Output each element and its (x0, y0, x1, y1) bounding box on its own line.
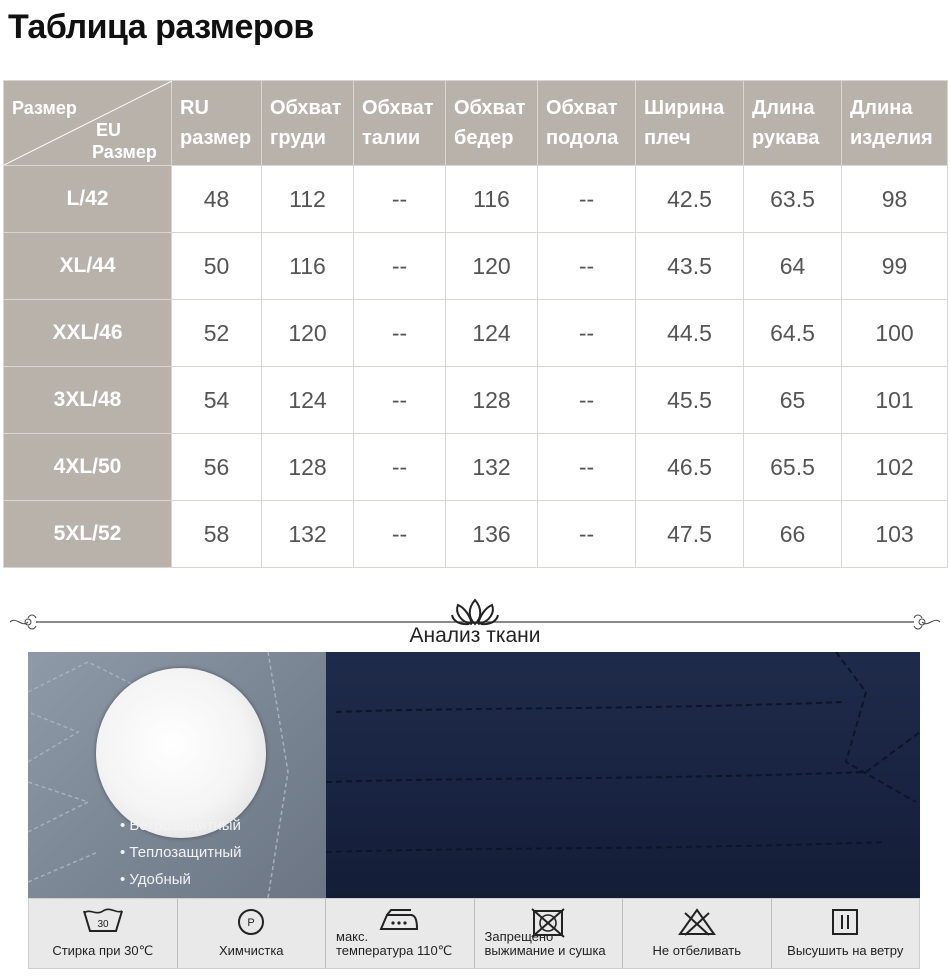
dry-clean-icon (236, 907, 266, 937)
eu-size-cell: XL/44 (4, 233, 172, 300)
table-cell: 136 (446, 501, 538, 568)
table-cell: 99 (842, 233, 948, 300)
header-hips: Обхват бедер (446, 81, 538, 166)
feature-item: • Удобный (120, 866, 242, 893)
table-cell: 98 (842, 166, 948, 233)
table-cell: 65.5 (744, 434, 842, 501)
table-cell: 132 (446, 434, 538, 501)
fabric-navy-panel (326, 652, 920, 898)
header-hem: Обхват подола (538, 81, 636, 166)
table-cell: 101 (842, 367, 948, 434)
fabric-photo (28, 652, 920, 898)
table-cell: 124 (446, 300, 538, 367)
table-cell: 132 (262, 501, 354, 568)
table-cell: -- (538, 434, 636, 501)
table-cell: 64 (744, 233, 842, 300)
table-cell: 54 (172, 367, 262, 434)
table-cell: 56 (172, 434, 262, 501)
eu-size-cell: XXL/46 (4, 300, 172, 367)
table-cell: 64.5 (744, 300, 842, 367)
care-nobleach (623, 899, 772, 968)
table-cell: 103 (842, 501, 948, 568)
care-dryclean-label: Химчистка (218, 943, 284, 958)
table-cell: 124 (262, 367, 354, 434)
iron-icon (377, 907, 423, 933)
fabric-grey-panel (28, 652, 326, 898)
table-cell: -- (354, 300, 446, 367)
table-cell: 47.5 (636, 501, 744, 568)
eu-size-cell: 3XL/48 (4, 367, 172, 434)
size-table (3, 80, 948, 568)
quilt-pattern-navy (326, 652, 920, 898)
table-cell: 66 (744, 501, 842, 568)
table-cell: 43.5 (636, 233, 744, 300)
header-length: Длина изделия (842, 81, 948, 166)
table-cell: 112 (262, 166, 354, 233)
table-cell: -- (538, 233, 636, 300)
care-iron (326, 899, 475, 968)
svg-text:30: 30 (97, 919, 109, 930)
table-cell: -- (354, 367, 446, 434)
care-instructions-bar (28, 898, 920, 969)
table-cell: 44.5 (636, 300, 744, 367)
corner-label-eu: EU Размер (92, 120, 157, 162)
wash-30-icon (81, 907, 125, 935)
table-row (4, 501, 948, 568)
table-row (4, 434, 948, 501)
table-cell: 50 (172, 233, 262, 300)
table-cell: -- (354, 501, 446, 568)
line-dry-icon (830, 907, 860, 937)
page-title: Таблица размеров (8, 8, 314, 46)
care-wash-label: Стирка при 30℃ (52, 943, 154, 958)
table-cell: 65 (744, 367, 842, 434)
table-cell: 116 (262, 233, 354, 300)
table-cell: 128 (262, 434, 354, 501)
table-cell: 58 (172, 501, 262, 568)
table-cell: -- (538, 166, 636, 233)
care-dryclean (178, 899, 327, 968)
care-airdry-label: Высушить на ветру (787, 943, 904, 958)
table-cell: -- (354, 166, 446, 233)
header-row (4, 81, 948, 166)
eu-size-cell: L/42 (4, 166, 172, 233)
table-cell: -- (538, 501, 636, 568)
fabric-analysis-title: Анализ ткани (409, 624, 541, 647)
header-shoulder: Ширина плеч (636, 81, 744, 166)
care-nowring-label: Запрещено выжимание и сушка (484, 929, 606, 958)
table-cell: 46.5 (636, 434, 744, 501)
table-cell: 63.5 (744, 166, 842, 233)
header-sleeve: Длина рукава (744, 81, 842, 166)
table-cell: -- (354, 233, 446, 300)
header-corner (4, 81, 172, 166)
header-waist: Обхват талии (354, 81, 446, 166)
table-cell: 120 (446, 233, 538, 300)
table-row (4, 300, 948, 367)
table-cell: 102 (842, 434, 948, 501)
care-wash (29, 899, 178, 968)
care-nowring (475, 899, 624, 968)
table-row (4, 166, 948, 233)
feature-item: • Теплозащитный (120, 839, 242, 866)
table-row (4, 367, 948, 434)
no-wring-icon (529, 907, 567, 939)
header-ru-size: RU размер (172, 81, 262, 166)
no-bleach-icon (677, 907, 717, 937)
table-row (4, 233, 948, 300)
care-airdry (772, 899, 920, 968)
table-cell: -- (538, 300, 636, 367)
feature-item: • Ветрозащитный (120, 812, 242, 839)
fabric-features-list (120, 812, 242, 893)
care-nobleach-label: Не отбеливать (652, 943, 741, 958)
lotus-icon (452, 600, 498, 624)
table-cell: 42.5 (636, 166, 744, 233)
svg-text:P: P (247, 917, 255, 929)
table-cell: 120 (262, 300, 354, 367)
header-chest: Обхват груди (262, 81, 354, 166)
table-cell: 128 (446, 367, 538, 434)
table-cell: -- (538, 367, 636, 434)
table-cell: 45.5 (636, 367, 744, 434)
eu-size-cell: 4XL/50 (4, 434, 172, 501)
table-cell: 100 (842, 300, 948, 367)
table-cell: -- (354, 434, 446, 501)
table-cell: 116 (446, 166, 538, 233)
eu-size-cell: 5XL/52 (4, 501, 172, 568)
table-cell: 48 (172, 166, 262, 233)
table-cell: 52 (172, 300, 262, 367)
care-iron-label: макс. температура 110℃ (336, 929, 453, 958)
corner-label-size: Размер (12, 98, 77, 118)
